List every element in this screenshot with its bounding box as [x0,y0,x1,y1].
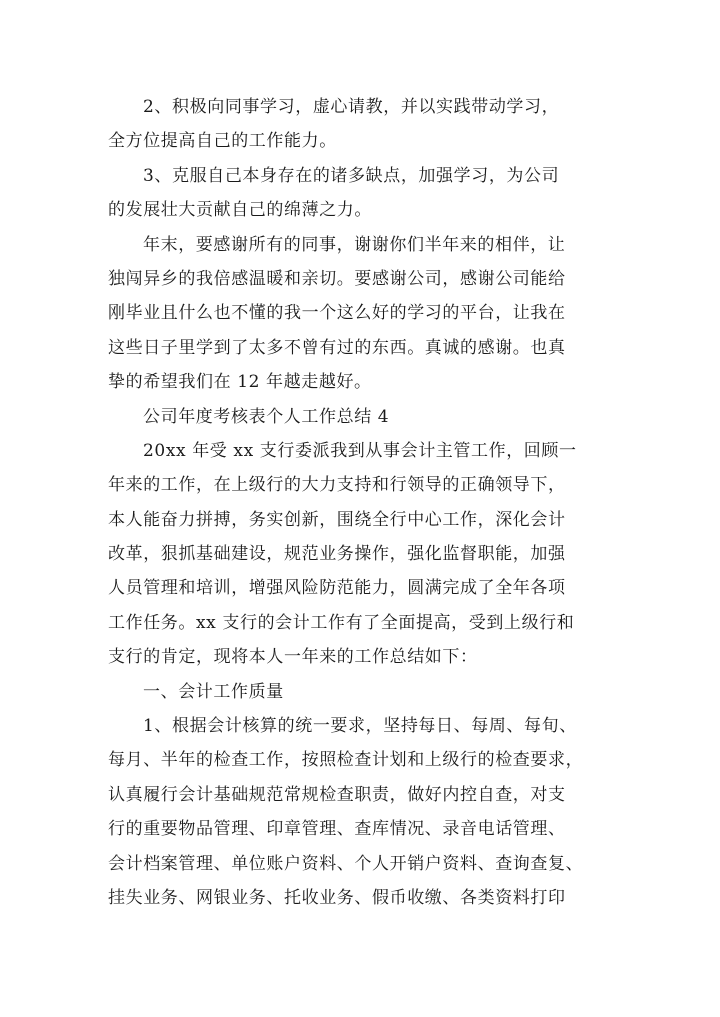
paragraph-line: 年末，要感谢所有的同事，谢谢你们半年来的相伴，让 [143,234,566,255]
paragraph-line: 3、克服自己本身存在的诸多缺点，加强学习，为公司 [143,165,560,186]
paragraph-line: 支行的肯定，现将本人一年来的工作总结如下： [108,647,478,668]
paragraph-line: 工作任务。xx 支行的会计工作有了全面提高，受到上级行和 [108,612,575,633]
paragraph-line: 20xx 年受 xx 支行委派我到从事会计主管工作，回顾一 [143,440,577,461]
paragraph-line: 挚的希望我们在 12 年越走越好。 [108,372,372,393]
paragraph-line: 全方位提高自己的工作能力。 [108,131,337,152]
paragraph-line: 刚毕业且什么也不懂的我一个这么好的学习的平台，让我在 [108,303,566,324]
paragraph-line: 改革，狠抓基础建设，规范业务操作，强化监督职能，加强 [108,544,566,565]
subsection-heading: 一、会计工作质量 [143,681,284,702]
paragraph-line: 人员管理和培训，增强风险防范能力，圆满完成了全年各项 [108,578,566,599]
paragraph-line: 这些日子里学到了太多不曾有过的东西。真诚的感谢。也真 [108,337,566,358]
section-heading: 公司年度考核表个人工作总结 4 [143,406,390,427]
document-body [108,90,628,915]
paragraph-line: 的发展壮大贡献自己的绵薄之力。 [108,200,372,221]
paragraph-line: 年来的工作，在上级行的大力支持和行领导的正确领导下， [108,475,566,496]
paragraph-line: 1、根据会计核算的统一要求，坚持每日、每周、每旬、 [143,716,577,737]
paragraph-line: 每月、半年的检查工作，按照检查计划和上级行的检查要求， [108,750,584,771]
paragraph-line: 2、积极向同事学习，虚心请教，并以实践带动学习， [143,97,560,117]
paragraph-line: 行的重要物品管理、印章管理、查库情况、录音电话管理、 [108,819,566,840]
paragraph-line: 本人能奋力拼搏，务实创新，围绕全行中心工作，深化会计 [108,509,566,530]
paragraph-line: 独闯异乡的我倍感温暖和亲切。要感谢公司，感谢公司能给 [108,268,566,289]
paragraph-line: 会计档案管理、单位账户资料、个人开销户资料、查询查复、 [108,853,584,874]
paragraph-line: 认真履行会计基础规范常规检查职责，做好内控自查，对支 [108,784,566,805]
paragraph-line: 挂失业务、网银业务、托收业务、假币收缴、各类资料打印 [108,887,566,908]
